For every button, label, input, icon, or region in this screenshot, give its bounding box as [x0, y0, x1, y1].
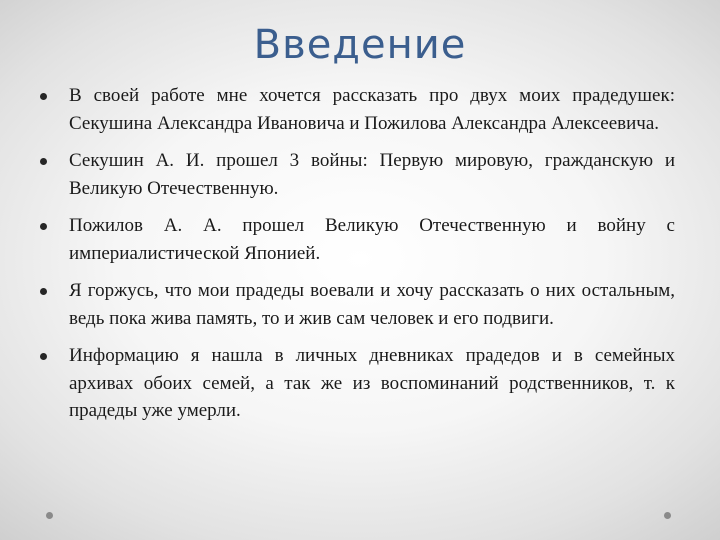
bullet-item	[40, 147, 675, 202]
slide-title: Введение	[253, 22, 467, 68]
bullet-item	[40, 342, 675, 425]
bullet-list	[40, 82, 675, 435]
decorative-dot-icon	[664, 512, 671, 519]
bullet-dot-icon	[40, 93, 47, 100]
bullet-dot-icon	[40, 353, 47, 360]
bullet-dot-icon	[40, 223, 47, 230]
bullet-text: В своей работе мне хочется рассказать про двух моих прадедушек: Секушина Александра Ивановича и Пожилова Александра Алексеевича.	[69, 85, 675, 134]
bullet-text: Пожилов А. А. прошел Великую Отечественную и войну с империалистической Японией.	[69, 215, 675, 264]
bullet-item	[40, 212, 675, 267]
bullet-text: Я горжусь, что мои прадеды воевали и хочу рассказать о них остальным, ведь пока жива память, то и жив сам человек и его подвиги.	[69, 280, 675, 329]
bullet-item	[40, 82, 675, 137]
bullet-item	[40, 277, 675, 332]
bullet-text: Секушин А. И. прошел 3 войны: Первую мировую, гражданскую и Великую Отечественную.	[69, 150, 675, 199]
decorative-dot-icon	[46, 512, 53, 519]
bullet-dot-icon	[40, 288, 47, 295]
bullet-text: Информацию я нашла в личных дневниках прадедов и в семейных архивах обоих семей, а так же из воспоминаний родственников, т. к прадеды уже умерли.	[69, 345, 675, 421]
bullet-dot-icon	[40, 158, 47, 165]
